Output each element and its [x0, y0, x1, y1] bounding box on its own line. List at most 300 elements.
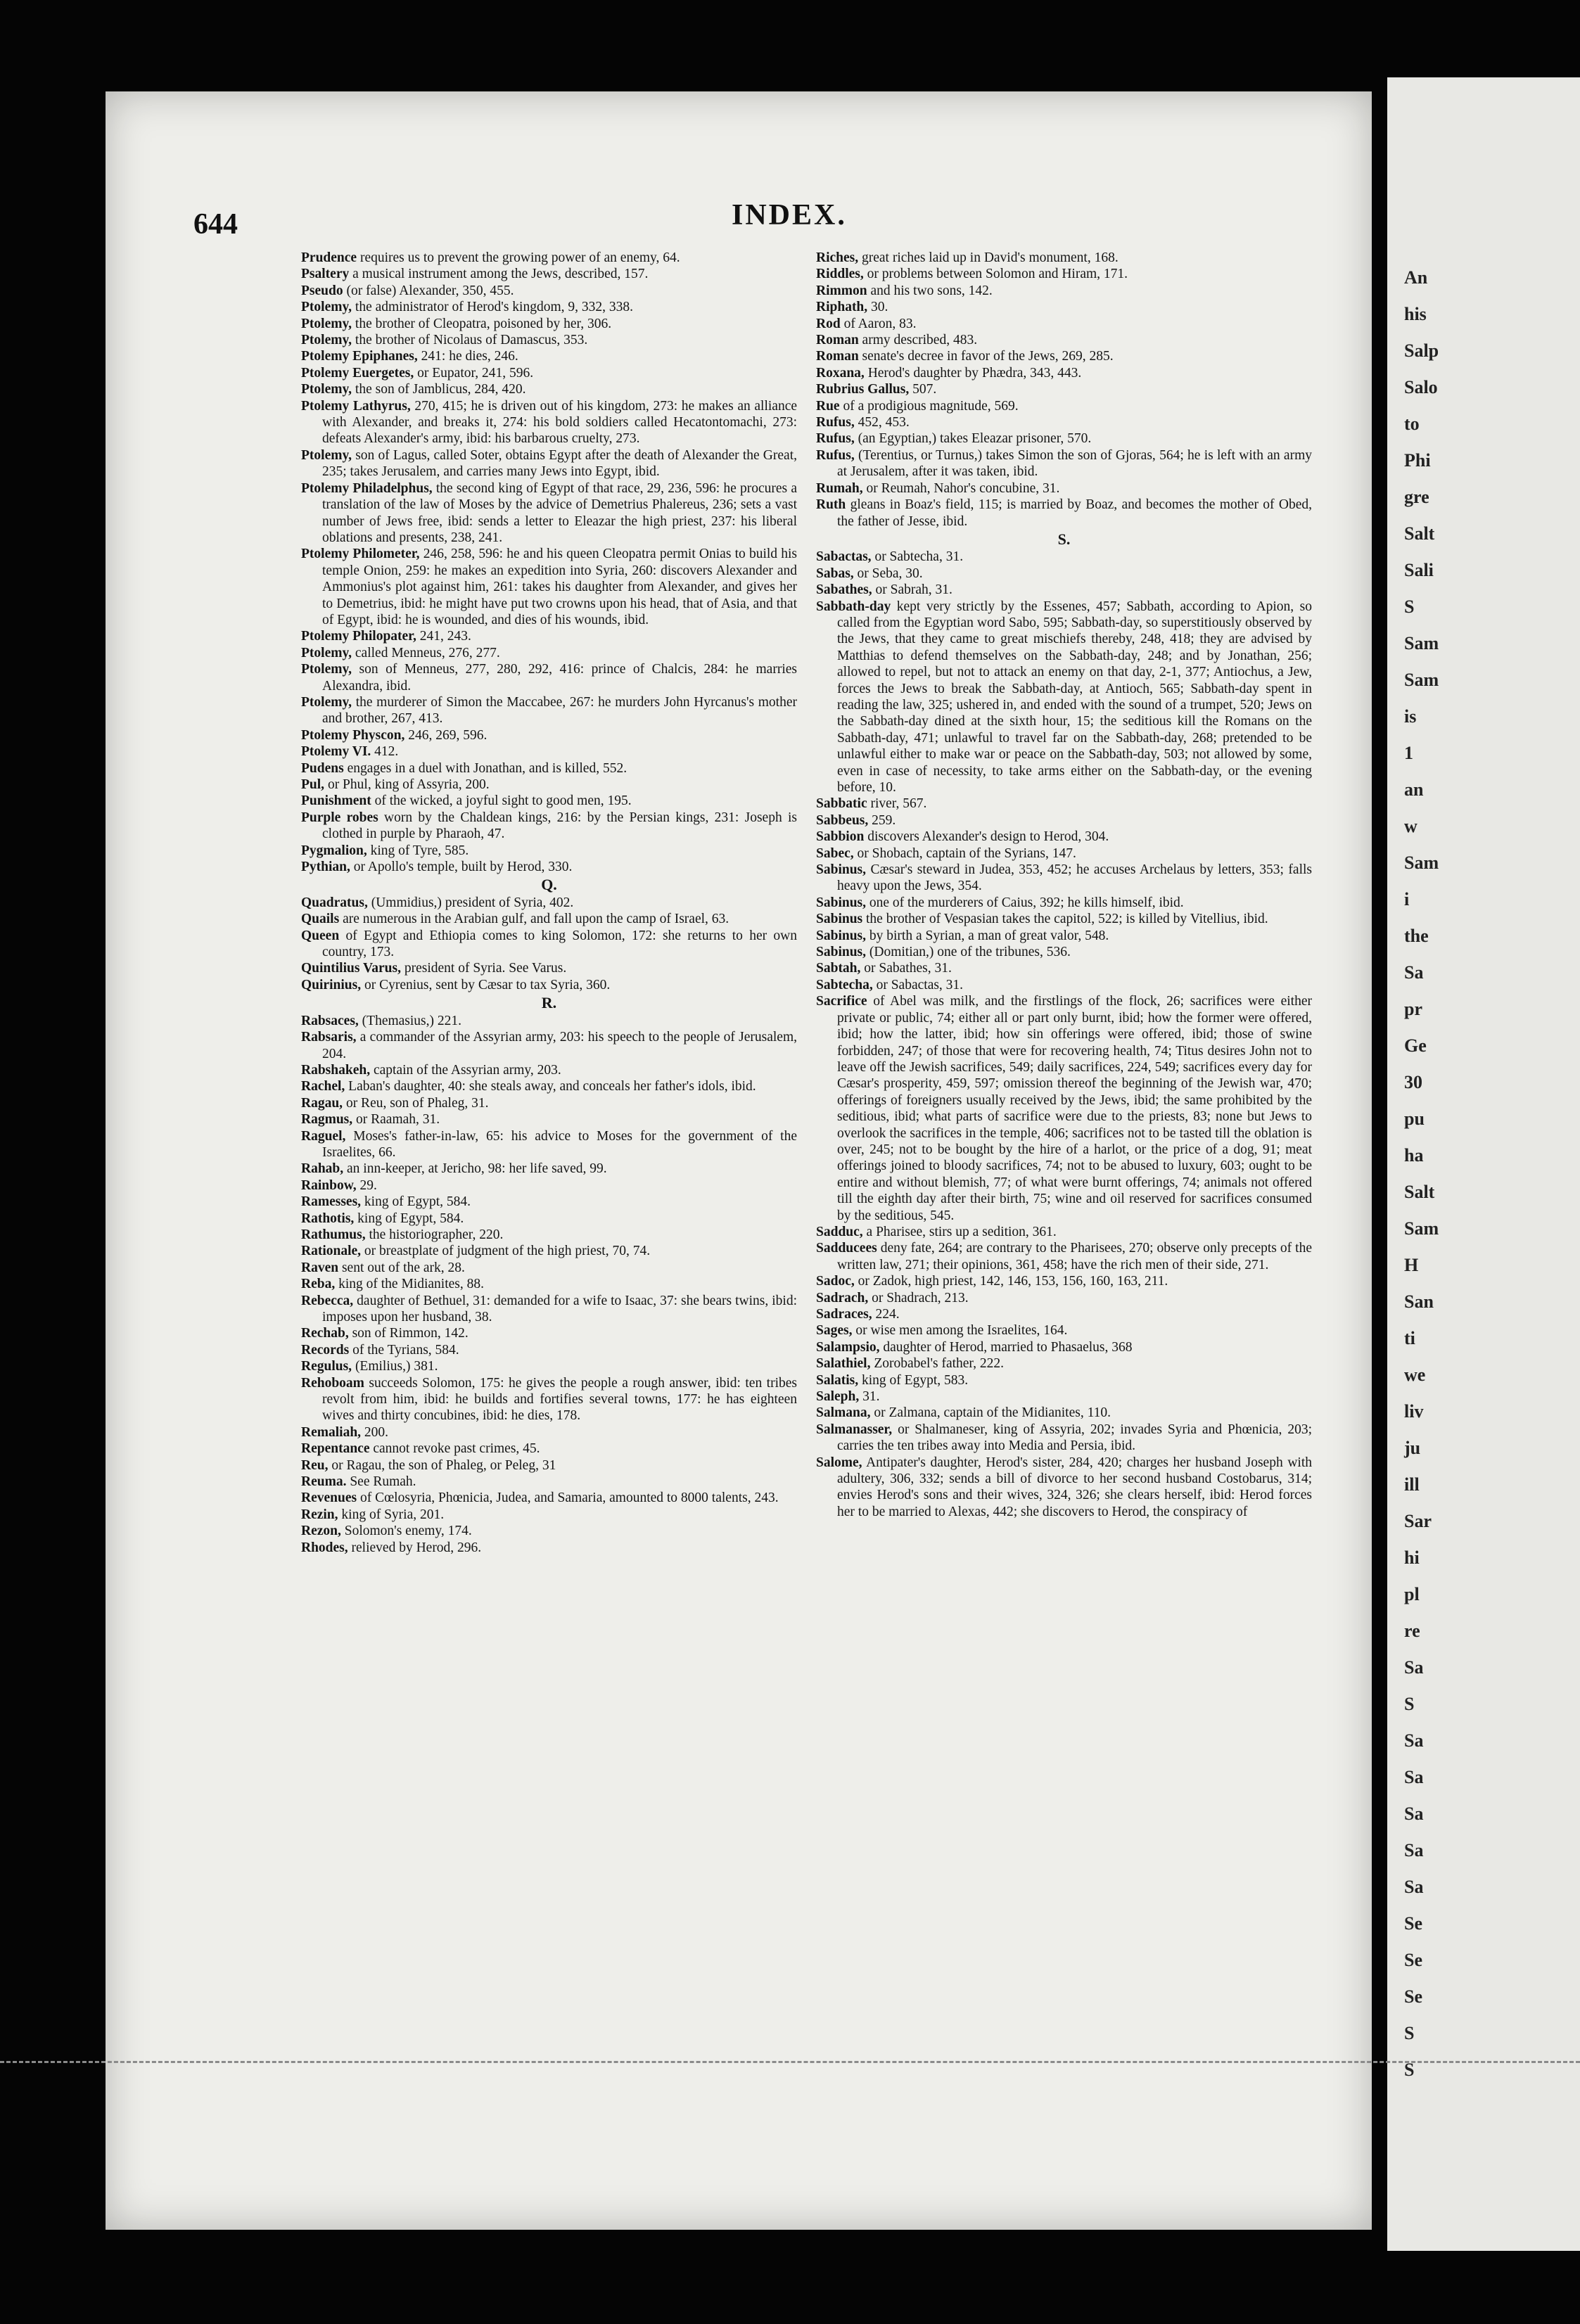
index-entry-heading: Ptolemy Philopater,: [301, 629, 416, 644]
index-entry-heading: Sabinus,: [816, 928, 867, 943]
index-entry: [301, 266, 797, 282]
index-entry: [816, 845, 1312, 862]
index-entry-text: or Eupator, 241, 596.: [414, 365, 534, 381]
index-entry-text: of Aaron, 83.: [840, 316, 917, 331]
page-title: INDEX.: [732, 199, 847, 231]
page-edge-fragment: H: [1404, 1255, 1419, 1275]
index-entry-text: 412.: [371, 744, 399, 760]
page-edge-fragment: ju: [1404, 1438, 1421, 1458]
index-entry-text: 29.: [356, 1177, 377, 1193]
index-entry: [301, 1342, 797, 1358]
index-entry: [816, 1339, 1312, 1355]
index-entry-text: or Ragau, the son of Phaleg, or Peleg, 31: [328, 1457, 556, 1473]
index-entry: [816, 911, 1312, 927]
index-entry-text: (or false) Alexander, 350, 455.: [343, 283, 514, 298]
index-entry-heading: Riches,: [816, 250, 859, 265]
index-entry-text: 30.: [867, 300, 888, 315]
index-entry-heading: Sabbatic: [816, 796, 867, 812]
index-entry-text: Zorobabel's father, 222.: [870, 1356, 1005, 1372]
index-entry-heading: Roxana,: [816, 365, 865, 381]
index-entry: [301, 447, 797, 480]
index-entry: [301, 628, 797, 644]
index-entry-heading: Salmanasser,: [816, 1422, 893, 1437]
page-edge-fragment: hi: [1404, 1547, 1420, 1568]
index-entry: [816, 829, 1312, 845]
index-entry-text: Antipater's daughter, Herod's sister, 284, 420; charges her husband Joseph with adultery, 306, 332; sends a bill of divorce to her second husband Costobarus, 314; envies Herod's sons and their wives, 324, 326; she clears herself, ibid: Herod forces her to be married to Alexas, 442; she discovers to Herod, the conspiracy of: [837, 1455, 1312, 1519]
index-entry-text: gleans in Boaz's field, 115; is married by Boaz, and becomes the mother of Obed, the father of Jesse, ibid.: [837, 497, 1312, 529]
index-entry-text: of Abel was milk, and the firstlings of the flock, 26; sacrifices were either private or public, 74; either all or part only burnt, ibid; how the former were offered, ibid; how the latter, ibid; how sin offerings were offered, ibid; those of swine forbidden, 247; of those that were for recovering health, 74; Titus desires John not to leave off the Jewish sacrifices, 549; daily sacrifices, 224, 549; sacrifices every day for Cæsar's prosperity, 459, 597; omission thereof the beginning of the Jewish war, 470; offerings of foreigners usually received by the Jews, ibid; the same prohibited by the seditious, ibid; what parts of sacrifice were due to the priests, 83; none but Jews to overlook the sacrifices in the temple, 406; sacrifices not to be tasted till the oblation is over, 245; not to be bought by the hire of a harlot, or the price of a dog, 91; meat offerings joined to bloody sacrifices, 74; not to be abused to luxury, 603; ought to be entire and without blemish, 77; of what were burnt offerings, 74; animals not offered till the eighth day after their birth, 75; wine and oil reserved for sacrifices consumed by the seditious, 545.: [837, 994, 1312, 1223]
page-edge-fragment: Sa: [1404, 962, 1424, 983]
index-entry-text: or Apollo's temple, built by Herod, 330.: [350, 860, 573, 875]
index-entry: [301, 332, 797, 348]
index-entry: [301, 250, 797, 266]
index-entry: [301, 299, 797, 315]
page-edge-fragment: Salo: [1404, 377, 1438, 397]
page-edge-fragment: ill: [1404, 1474, 1420, 1495]
page-edge-fragment: S: [1404, 2023, 1415, 2043]
index-entry: [816, 977, 1312, 993]
index-entry-text: or Cyrenius, sent by Cæsar to tax Syria, 360.: [361, 977, 611, 992]
index-entry-text: 507.: [909, 382, 937, 397]
index-entry-heading: Ptolemy,: [301, 333, 352, 348]
index-entry: [301, 348, 797, 364]
index-entry-text: of the Tyrians, 584.: [349, 1342, 459, 1358]
index-entry: [816, 993, 1312, 1224]
index-entry-heading: Sadducees: [816, 1241, 877, 1256]
index-entry-text: captain of the Assyrian army, 203.: [370, 1062, 561, 1078]
page-edge-fragment: Sali: [1404, 560, 1434, 580]
index-entry-heading: Reuma.: [301, 1474, 347, 1490]
index-entry-heading: Salathiel,: [816, 1356, 871, 1372]
index-entry: [301, 365, 797, 381]
index-entry: [816, 599, 1312, 796]
index-entry: [816, 381, 1312, 397]
index-entry-text: army described, 483.: [858, 333, 978, 348]
index-entry-text: Solomon's enemy, 174.: [340, 1524, 472, 1539]
section-letter: R.: [541, 994, 557, 1012]
index-entry: [301, 1243, 797, 1259]
index-entry-text: (Terentius, or Turnus,) takes Simon the son of Gjoras, 564; he is left with an army at Jerusalem, after it was taken, ibid.: [837, 447, 1312, 480]
index-entry: [301, 1161, 797, 1177]
index-entry-heading: Pseudo: [301, 283, 343, 298]
page-edge-fragment: re: [1404, 1621, 1420, 1641]
index-entry: [816, 480, 1312, 497]
index-entry-heading: Sabtah,: [816, 961, 861, 976]
index-entry: [301, 1507, 797, 1523]
index-entry-text: or Zalmana, captain of the Midianites, 110.: [870, 1405, 1111, 1421]
page-edge-fragment: S: [1404, 2060, 1415, 2080]
index-entry-heading: Regulus,: [301, 1359, 352, 1374]
index-entry-heading: Sabtecha,: [816, 977, 873, 992]
index-entry-heading: Purple robes: [301, 810, 378, 825]
index-entry-text: Moses's father-in-law, 65: his advice to Moses for the government of the Israelites, 66.: [322, 1128, 797, 1160]
page-edge-fragment: Sa: [1404, 1803, 1424, 1824]
index-entry-heading: Ptolemy Euergetes,: [301, 365, 414, 381]
page-edge-fragment: we: [1404, 1365, 1426, 1385]
index-entry-text: the brother of Vespasian takes the capitol, 522; is killed by Vitellius, ibid.: [862, 912, 1268, 927]
index-entry-heading: Raguel,: [301, 1128, 346, 1144]
index-entry: [816, 960, 1312, 976]
index-entry-heading: Salampsio,: [816, 1339, 880, 1355]
index-entry-heading: Quails: [301, 912, 340, 927]
index-entry-text: of Egypt and Ethiopia comes to king Solomon, 172: she returns to her own country, 173.: [322, 928, 797, 960]
index-entry-heading: Ptolemy Philadelphus,: [301, 480, 433, 496]
index-entry: [816, 332, 1312, 348]
index-entry-text: or Sabrah, 31.: [872, 582, 953, 598]
index-entry-heading: Rathotis,: [301, 1211, 355, 1226]
index-entry-heading: Sabactas,: [816, 549, 872, 565]
index-entry-text: a commander of the Assyrian army, 203: his speech to the people of Jerusalem, 204.: [322, 1030, 797, 1061]
index-entry: [816, 1388, 1312, 1405]
index-entry-text: of Cœlosyria, Phœnicia, Judea, and Samaria, amounted to 8000 talents, 243.: [357, 1490, 779, 1506]
index-entry-text: 270, 415; he is driven out of his kingdom, 273: he makes an alliance with Alexander, and breaks it, 274: his bold soldiers called Hecatontomachi, 273: defeats Alexander's army, ibid: his barbarous cruelty, 273.: [322, 398, 797, 447]
index-entry-heading: Sabbion: [816, 829, 865, 845]
index-entry: [816, 1224, 1312, 1240]
index-entry-text: daughter of Herod, married to Phasaelus, 368: [879, 1339, 1133, 1355]
index-entry-heading: Raven: [301, 1260, 339, 1275]
index-entry: [816, 944, 1312, 960]
index-entry-heading: Roman: [816, 349, 859, 364]
index-entry-text: kept very strictly by the Essenes, 457; Sabbath, according to Apion, so called from the Egyptian word Sabo, 595; Sabbath-day, so superstitiously observed by the Jews, that they came to great mischiefs thereby, 248, 418; they are advised by Matthias to defend themselves on the Sabbath-day, 248; and by Jonathan, 256; allowed to repel, but not to attack an enemy on that day, 2-1, 377; Antiochus, a Jew, forces the Jews to break the Sabbath-day, at Antioch, 565; Sabbath-day spent in reading the law, 325; ushered in, and ended with the sound of a trumpet, 520; Jews on the Sabbath-day dined at the sixth hour, 15; the seditious kill the Romans on the Sabbath-day, 471; unlawful to travel far on the Sabbath-day, 268; pretended to be unlawful either to make war or peace on the Sabbath-day, 503; not allowed by some, even in case of necessity, to take arms either on the Sabbath-day, or the evening before, 10.: [837, 599, 1312, 795]
page-edge-fragment: Sam: [1404, 670, 1439, 690]
index-entry-text: Cæsar's steward in Judea, 353, 452; he accuses Archelaus by letters, 353; falls heavy upon the Jews, 354.: [837, 862, 1312, 894]
index-entry: [301, 546, 797, 628]
index-entry-heading: Riphath,: [816, 300, 868, 315]
index-entry-text: or Sabathes, 31.: [860, 961, 952, 976]
index-entry-heading: Rumah,: [816, 480, 863, 496]
index-entry: [301, 1325, 797, 1341]
index-entry-text: 246, 258, 596: he and his queen Cleopatra permit Onias to build his temple Onion, 259: he makes an expedition into Syria, 260: discovers Alexander and Ammonius's plot against him, 261: takes his daughter from Alexander, and gives her to Demetrius, ibid: he might have put two crowns upon his head, that of Asia, and that of Egypt, ibid: he is wounded, and dies of his wounds, ibid.: [322, 547, 797, 627]
index-entry-text: (Themasius,) 221.: [358, 1013, 462, 1028]
index-entry: [816, 283, 1312, 299]
index-entry-heading: Ptolemy,: [301, 694, 352, 710]
page-edge-fragment: Sam: [1404, 633, 1439, 653]
index-entry-text: 241: he dies, 246.: [417, 349, 518, 364]
index-entry-heading: Sabinus,: [816, 862, 867, 878]
index-entry-text: the brother of Cleopatra, poisoned by her, 306.: [352, 316, 612, 331]
index-entry-heading: Pul,: [301, 777, 325, 792]
index-entry: [816, 928, 1312, 944]
page-edge-fragment: an: [1404, 779, 1424, 800]
index-entry-heading: Ptolemy,: [301, 447, 352, 463]
index-entry-heading: Saleph,: [816, 1389, 860, 1405]
index-entry: [816, 1372, 1312, 1388]
index-entry-heading: Sages,: [816, 1323, 853, 1339]
index-entry-text: or Raamah, 31.: [352, 1112, 440, 1128]
index-entry-heading: Reba,: [301, 1277, 336, 1292]
index-column-right: [816, 250, 1312, 2177]
index-entry-text: (Ummidius,) president of Syria, 402.: [367, 895, 574, 910]
index-entry: [816, 497, 1312, 530]
index-entry-text: the son of Jamblicus, 284, 420.: [352, 382, 526, 397]
section-letter: Q.: [541, 876, 557, 894]
index-entry: [301, 977, 797, 993]
index-entry: [301, 895, 797, 911]
index-entry: [816, 299, 1312, 315]
index-entry-heading: Rue: [816, 398, 840, 414]
index-entry: [816, 1290, 1312, 1306]
index-entry: [301, 1227, 797, 1243]
index-entry: [816, 447, 1312, 480]
index-entry-heading: Rathumus,: [301, 1227, 366, 1242]
index-entry-text: Laban's daughter, 40: she steals away, and conceals her father's idols, ibid.: [345, 1079, 756, 1094]
index-entry: [301, 1375, 797, 1424]
index-entry-heading: Rahab,: [301, 1161, 344, 1177]
index-entry: [301, 810, 797, 843]
page-edge-fragment: San: [1404, 1291, 1434, 1312]
index-entry-heading: Rufus,: [816, 431, 855, 447]
index-entry: [301, 1490, 797, 1506]
index-entry-heading: Salome,: [816, 1455, 862, 1470]
index-entry-text: or Shadrach, 213.: [868, 1290, 969, 1305]
index-entry-text: succeeds Solomon, 175: he gives the people a rough answer, ibid: ten tribes revolt from him, ibid: he builds and fortifies several towns, 177: he has eighteen wives and thirty concubines, ibid: he dies, 178.: [322, 1375, 797, 1424]
page-edge-fragment: Sa: [1404, 1840, 1424, 1860]
index-entry: [301, 381, 797, 397]
index-entry-heading: Sabinus,: [816, 945, 867, 960]
index-entry-heading: Remaliah,: [301, 1424, 362, 1440]
index-entry-heading: Sabinus: [816, 912, 863, 927]
index-entry-text: king of Egypt, 584.: [361, 1194, 471, 1210]
index-entry: [301, 1260, 797, 1276]
index-entry: [816, 430, 1312, 447]
index-entry-heading: Rechab,: [301, 1326, 349, 1341]
index-entry-heading: Ptolemy,: [301, 316, 352, 331]
index-entry-heading: Ptolemy,: [301, 382, 352, 397]
index-entry: [816, 1322, 1312, 1339]
index-entry-heading: Ptolemy Epiphanes,: [301, 349, 418, 364]
index-entry-text: king of Tyre, 585.: [367, 843, 469, 858]
index-entry: [301, 928, 797, 961]
page-edge-fragment: Ge: [1404, 1035, 1427, 1056]
index-entry-text: or Reumah, Nahor's concubine, 31.: [862, 480, 1060, 496]
index-entry: [816, 582, 1312, 598]
index-entry-heading: Prudence: [301, 250, 357, 265]
index-entry: [301, 1276, 797, 1292]
index-entry-heading: Rebecca,: [301, 1293, 354, 1308]
page-edge-fragment: pu: [1404, 1109, 1425, 1129]
index-entry-heading: Rationale,: [301, 1244, 362, 1259]
index-entry-heading: Rezon,: [301, 1524, 341, 1539]
index-entry: [301, 1194, 797, 1210]
index-entry: [816, 266, 1312, 282]
index-entry-text: engages in a duel with Jonathan, and is killed, 552.: [343, 760, 627, 776]
index-entry: [301, 398, 797, 447]
index-entry-heading: Rehoboam: [301, 1375, 364, 1391]
index-entry-text: (Emilius,) 381.: [352, 1359, 438, 1374]
index-entry-text: son of Rimmon, 142.: [348, 1326, 469, 1341]
index-entry: [816, 566, 1312, 582]
index-entry-text: great riches laid up in David's monument, 168.: [858, 250, 1119, 265]
index-entry: [301, 1111, 797, 1128]
index-entry-heading: Quirinius,: [301, 977, 362, 992]
index-entry-heading: Sabas,: [816, 566, 854, 581]
index-entry: [301, 1128, 797, 1161]
index-entry-heading: Salmana,: [816, 1405, 871, 1421]
index-entry: [301, 760, 797, 777]
index-entry-heading: Ragmus,: [301, 1112, 353, 1128]
index-entry: [301, 1474, 797, 1490]
index-entry-heading: Pythian,: [301, 860, 350, 875]
index-entry-heading: Reu,: [301, 1457, 329, 1473]
index-entry-heading: Rod: [816, 316, 841, 331]
index-entry-heading: Ptolemy Lathyrus,: [301, 398, 411, 414]
index-entry-heading: Ptolemy Philometer,: [301, 547, 420, 562]
index-entry-heading: Queen: [301, 928, 340, 943]
page-edge-fragment: Sam: [1404, 1218, 1439, 1239]
page-edge-fragment: S: [1404, 1694, 1415, 1714]
index-entry: [816, 316, 1312, 332]
index-entry-heading: Records: [301, 1342, 350, 1358]
index-entry-text: daughter of Bethuel, 31: demanded for a wife to Isaac, 37: she bears twins, ibid: imposes upon her husband, 38.: [322, 1293, 797, 1324]
index-entry: [816, 1405, 1312, 1421]
page-edge-fragment: pr: [1404, 999, 1422, 1019]
index-entry-text: king of Syria, 201.: [338, 1507, 445, 1522]
index-entry: [301, 1211, 797, 1227]
page-edge-fragment: his: [1404, 304, 1427, 324]
index-entry: [301, 694, 797, 727]
index-entry: [301, 911, 797, 927]
index-entry-text: son of Menneus, 277, 280, 292, 416: prince of Chalcis, 284: he marries Alexandra, ibid.: [322, 662, 797, 694]
index-entry: [301, 1013, 797, 1029]
index-entry: [301, 1095, 797, 1111]
index-entry-heading: Ragau,: [301, 1095, 343, 1111]
index-entry-text: Herod's daughter by Phædra, 343, 443.: [864, 365, 1082, 381]
page-edge-fragment: ha: [1404, 1145, 1424, 1166]
index-entry: [816, 1455, 1312, 1521]
index-entry-heading: Rabsaces,: [301, 1013, 359, 1028]
index-entry-text: king of the Midianites, 88.: [335, 1277, 484, 1292]
index-entry-heading: Psaltery: [301, 267, 350, 282]
index-entry-text: 241, 243.: [416, 629, 471, 644]
index-entry-text: president of Syria. See Varus.: [400, 961, 567, 976]
index-entry-text: son of Lagus, called Soter, obtains Egypt after the death of Alexander the Great, 235; takes Jerusalem, and carries many Jews into Egypt, ibid.: [322, 447, 797, 480]
page-edge-fragment: Se: [1404, 1986, 1422, 2007]
index-entry-heading: Sadraces,: [816, 1307, 872, 1322]
index-entry: [301, 777, 797, 793]
index-entry-text: (an Egyptian,) takes Eleazar prisoner, 570.: [854, 431, 1092, 447]
index-entry-text: deny fate, 264; are contrary to the Pharisees, 270; observe only precepts of the written law, 271; their opinions, 361, 458; have the rich men of their side, 271.: [837, 1241, 1312, 1272]
page-edge-fragment: Salt: [1404, 1182, 1435, 1202]
page-edge-fragment: pl: [1404, 1584, 1420, 1604]
page-number: 644: [193, 208, 238, 241]
index-entry-text: king of Egypt, 584.: [354, 1211, 464, 1226]
index-entry-heading: Punishment: [301, 793, 371, 809]
index-entry-text: the historiographer, 220.: [365, 1227, 504, 1242]
index-entry-heading: Rainbow,: [301, 1177, 357, 1193]
index-entry: [301, 1441, 797, 1457]
index-entry-text: are numerous in the Arabian gulf, and fall upon the camp of Israel, 63.: [339, 912, 730, 927]
page-edge-fragment: Se: [1404, 1950, 1422, 1970]
page-edge-fragment: S: [1404, 596, 1415, 617]
page-edge-fragment: Sa: [1404, 1657, 1424, 1678]
index-entry-heading: Ptolemy VI.: [301, 744, 371, 760]
index-entry-text: the administrator of Herod's kingdom, 9, 332, 338.: [352, 300, 633, 315]
index-entry-heading: Pygmalion,: [301, 843, 367, 858]
index-entry-text: sent out of the ark, 28.: [338, 1260, 465, 1275]
page-edge-fragment: gre: [1404, 487, 1429, 507]
index-entry-heading: Sabinus,: [816, 895, 867, 910]
index-entry: [301, 1358, 797, 1374]
index-entry-heading: Sabbeus,: [816, 812, 869, 828]
index-entry-text: by birth a Syrian, a man of great valor, 548.: [866, 928, 1109, 943]
index-entry-text: the brother of Nicolaus of Damascus, 353.: [352, 333, 588, 348]
page-edge-fragment: Phi: [1404, 450, 1431, 471]
index-entry-text: an inn-keeper, at Jericho, 98: her life saved, 99.: [343, 1161, 607, 1177]
index-entry-heading: Riddles,: [816, 267, 864, 282]
index-entry-heading: Pudens: [301, 760, 344, 776]
index-entry: [816, 1422, 1312, 1455]
index-entry-text: discovers Alexander's design to Herod, 304.: [864, 829, 1109, 845]
adjacent-page-edge: [1387, 77, 1580, 2251]
index-entry-heading: Rufus,: [816, 415, 855, 430]
index-entry: [816, 1306, 1312, 1322]
index-entry-text: and his two sons, 142.: [867, 283, 993, 298]
index-entry-heading: Rubrius Gallus,: [816, 382, 910, 397]
index-entry-text: 259.: [868, 812, 896, 828]
index-entry: [301, 743, 797, 760]
index-entry: [301, 316, 797, 332]
page-edge-fragment: ti: [1404, 1328, 1415, 1348]
index-entry: [301, 1293, 797, 1326]
index-entry-text: relieved by Herod, 296.: [348, 1540, 482, 1555]
index-entry: [301, 1540, 797, 1556]
index-entry: [816, 250, 1312, 266]
index-entry: [816, 812, 1312, 829]
page-edge-fragment: i: [1404, 889, 1410, 909]
index-entry-text: called Menneus, 276, 277.: [352, 645, 500, 660]
index-entry-heading: Ramesses,: [301, 1194, 362, 1210]
index-entry-text: 224.: [872, 1307, 900, 1322]
index-entry-heading: Sabathes,: [816, 582, 872, 598]
index-entry: [301, 1523, 797, 1539]
index-entry-heading: Salatis,: [816, 1372, 859, 1388]
index-entry-heading: Quintilius Varus,: [301, 961, 401, 976]
index-entry: [301, 727, 797, 743]
index-entry-text: or Reu, son of Phaleg, 31.: [343, 1095, 489, 1111]
index-column-left: [301, 250, 797, 2177]
page-edge-fragment: Sa: [1404, 1877, 1424, 1897]
index-entry-text: See Rumah.: [346, 1474, 416, 1490]
page-edge-fragment: 30: [1404, 1072, 1422, 1092]
index-entry-heading: Revenues: [301, 1490, 357, 1506]
index-entry-text: requires us to prevent the growing power of an enemy, 64.: [357, 250, 680, 265]
index-entry-text: 31.: [859, 1389, 880, 1405]
index-entry-text: senate's decree in favor of the Jews, 269, 285.: [858, 349, 1114, 364]
index-entry-text: king of Egypt, 583.: [858, 1372, 969, 1388]
index-entry-text: or wise men among the Israelites, 164.: [852, 1323, 1068, 1339]
index-entry-text: or Zadok, high priest, 142, 146, 153, 156, 160, 163, 211.: [854, 1274, 1168, 1289]
index-entry: [301, 661, 797, 694]
index-entry-text: of a prodigious magnitude, 569.: [839, 398, 1019, 414]
page-edge-fragment: the: [1404, 926, 1429, 946]
index-entry-text: river, 567.: [867, 796, 927, 812]
index-entry: [301, 843, 797, 859]
index-entry-text: worn by the Chaldean kings, 216: by the Persian kings, 231: Joseph is clothed in purple by Pharaoh, 47.: [322, 810, 797, 842]
index-entry-text: the murderer of Simon the Maccabee, 267: he murders John Hyrcanus's mother and brother, 267, 413.: [322, 694, 797, 727]
index-entry-heading: Rufus,: [816, 447, 855, 463]
index-entry-heading: Ptolemy,: [301, 662, 352, 677]
index-entry: [816, 796, 1312, 812]
page-edge-fragment: is: [1404, 706, 1417, 727]
index-entry: [816, 862, 1312, 895]
page-edge-fragment: liv: [1404, 1401, 1424, 1422]
index-entry: [816, 414, 1312, 430]
index-entry: [816, 348, 1312, 364]
page-edge-fragment: An: [1404, 267, 1428, 288]
index-entry-text: the second king of Egypt of that race, 29, 236, 596: he procures a translation of the law of Moses by the advice of Demetrius Phalereus, 236; sets a vast number of Jews free, ibid: sends a letter to Eleazar the high priest, 237: his liberal oblations and presents, 238, 241.: [322, 480, 797, 545]
index-entry-text: or Shalmaneser, king of Assyria, 202; invades Syria and Phœnicia, 203; carries the ten tribes away into Media and Persia, ibid.: [837, 1422, 1312, 1454]
page-edge-fragment: Sa: [1404, 1767, 1424, 1787]
